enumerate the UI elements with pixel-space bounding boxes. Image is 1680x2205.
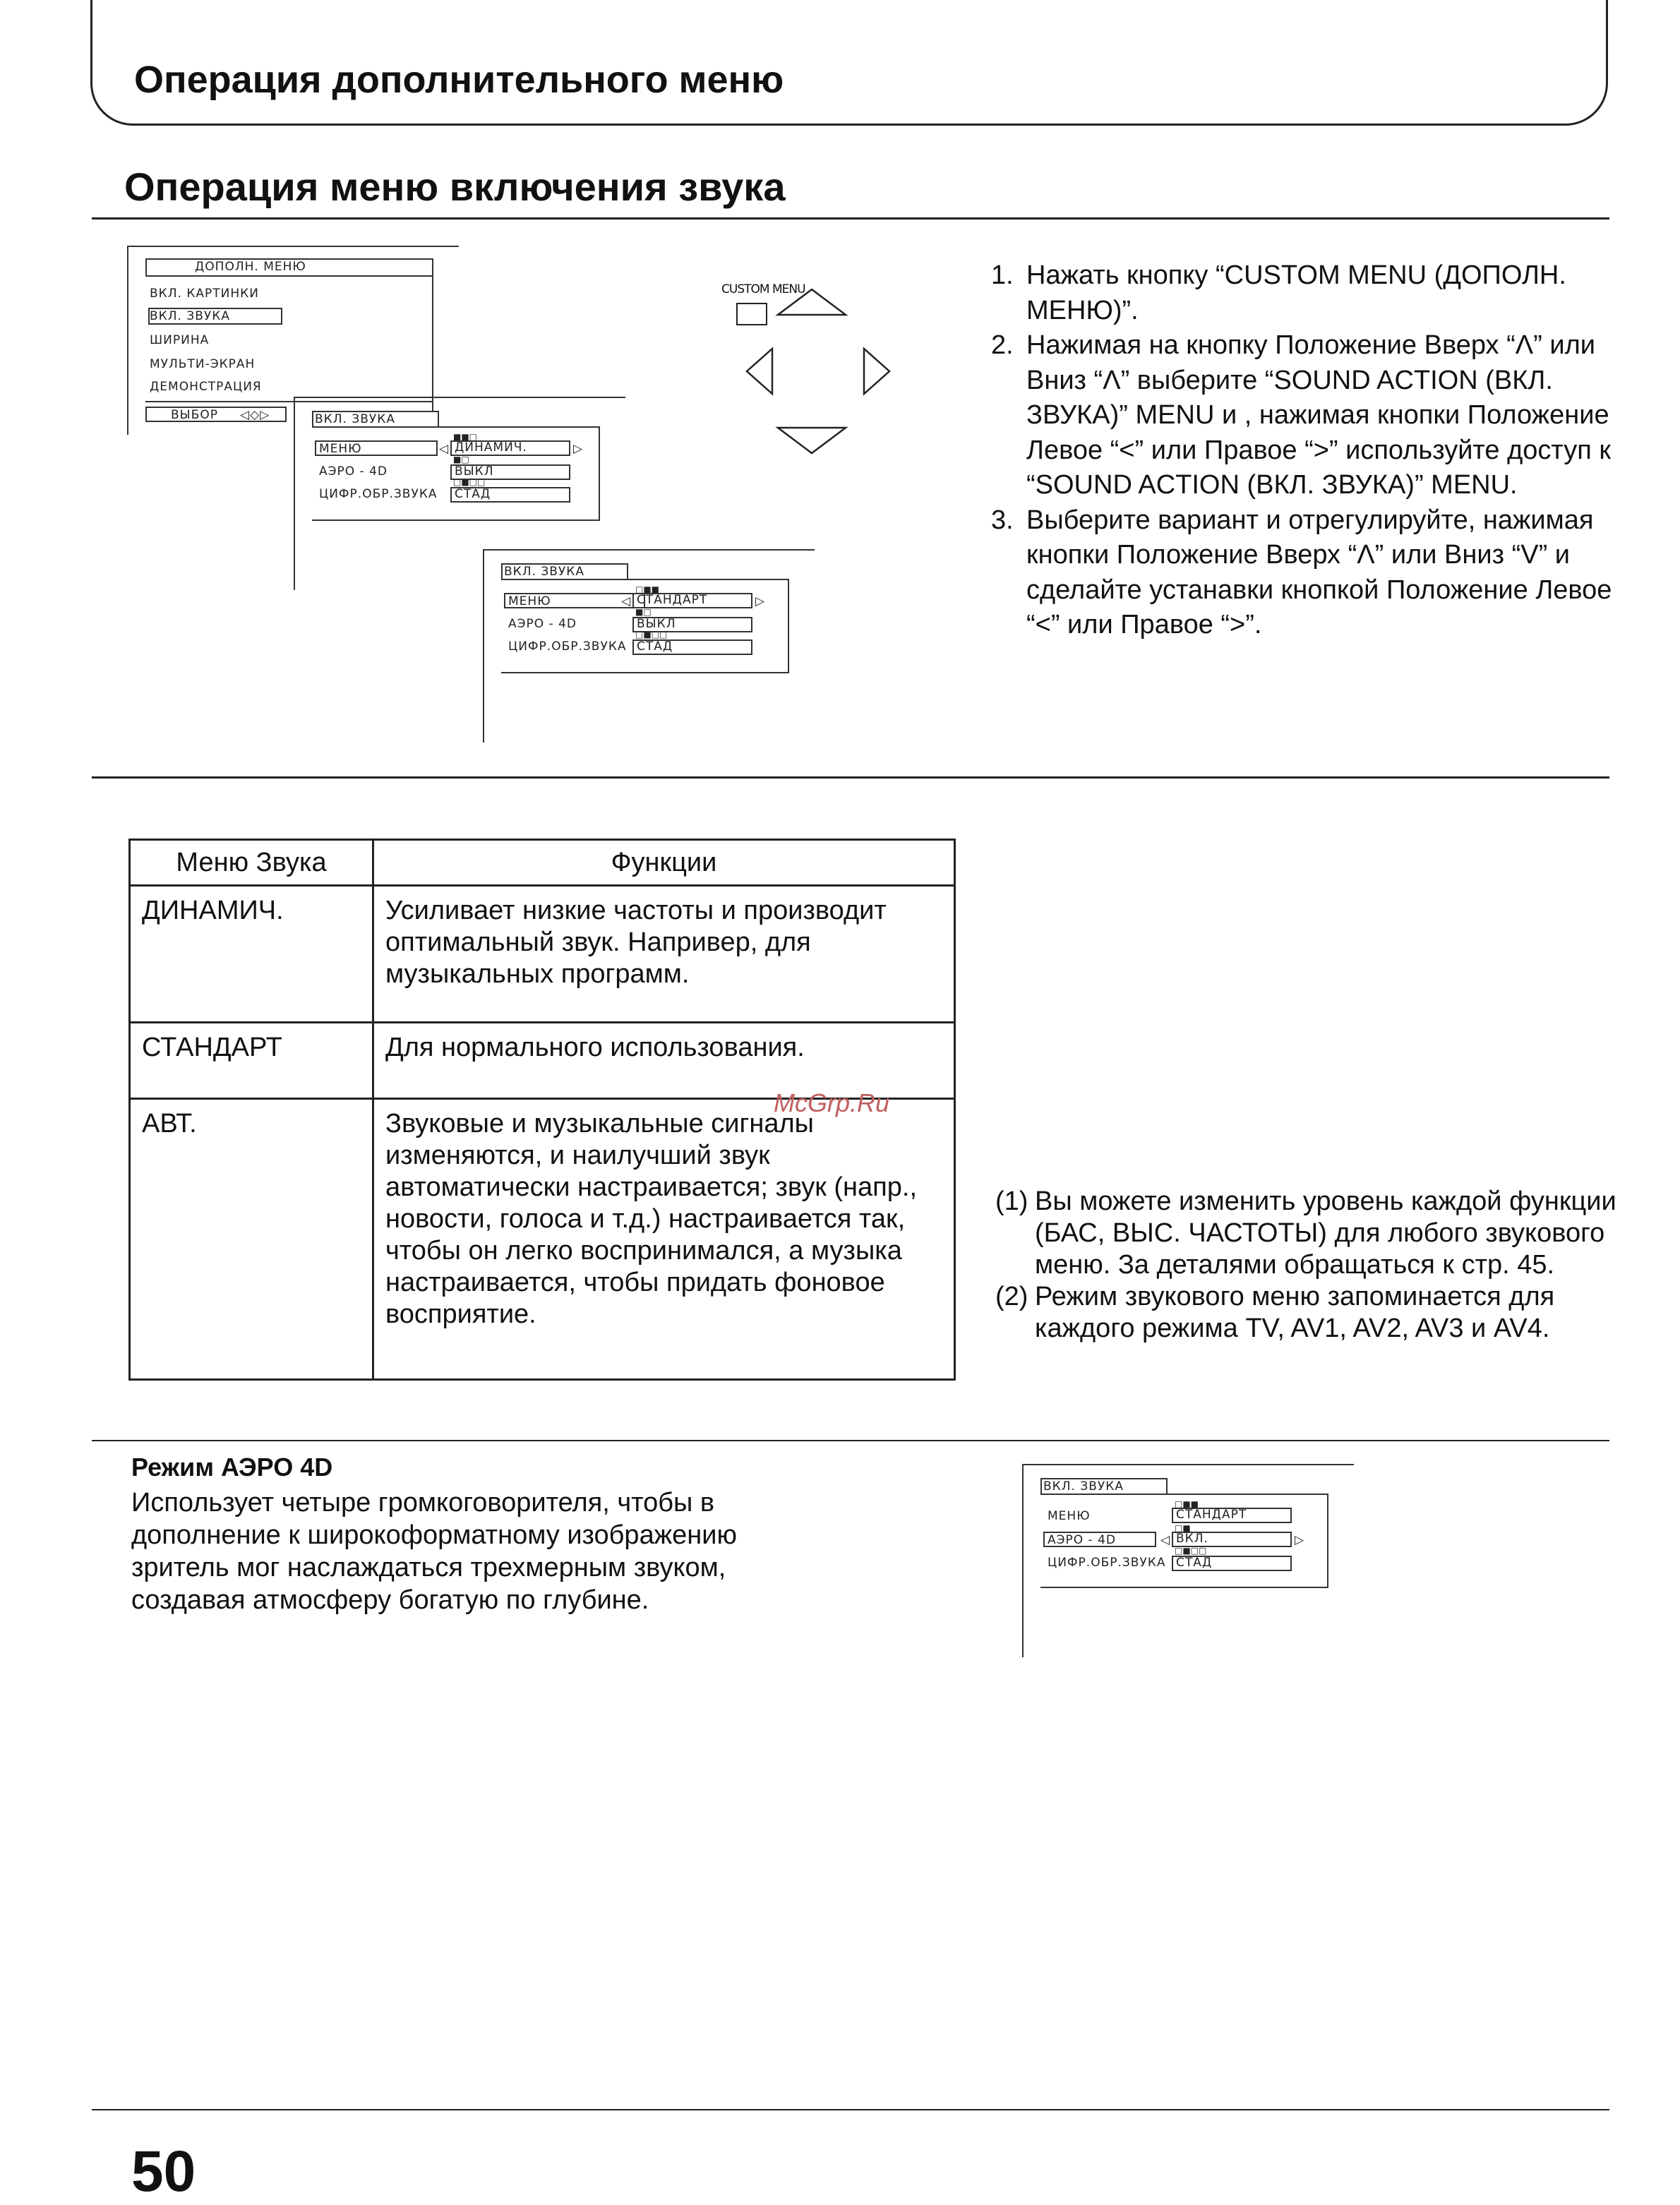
menu-row-label: ЦИФР.ОБР.ЗВУКА — [508, 639, 627, 654]
menu-row-label: МЕНЮ — [1048, 1509, 1091, 1523]
menu-item: ДЕМОНСТРАЦИЯ — [150, 380, 262, 394]
watermark: McGrp.Ru — [774, 1088, 890, 1117]
page-number: 50 — [131, 2139, 196, 2204]
note-text: Вы можете изменить уровень каждой функции (БАС, ВЫС. ЧАСТОТЫ) для любого звукового меню. За деталями обращаться к стр. 45. — [1035, 1186, 1616, 1280]
menu-item: ШИРИНА — [150, 333, 210, 347]
table-cell-menu: ДИНАМИЧ. — [130, 886, 373, 1023]
menu-row-value: СТАД — [1172, 1556, 1292, 1571]
left-arrow-icon — [747, 349, 772, 394]
step-number: 3. — [991, 505, 1014, 535]
menu-row-value: СТАД — [632, 639, 752, 655]
step-text: Нажимая на кнопку Положение Вверх “Λ” или Вниз “Λ” выберите “SOUND ACTION (ВКЛ. ЗВУКА)” MENU и , нажимая кнопки Положение Левое “<” или Правое “>” используйте доступ к “SOUND ACTION (ВКЛ. ЗВУКА)” MENU. — [1026, 330, 1611, 500]
divider-rule — [92, 1440, 1609, 1441]
menu-screen-aero: ВКЛ. ЗВУКА МЕНЮ □■■ СТАНДАРТ АЭРО - 4D □■ ◁ ВКЛ. ▷ ЦИФР.ОБР.ЗВУКА □■□□ СТАД — [1022, 1464, 1361, 1659]
divider-rule — [92, 776, 1609, 779]
step-number: 2. — [991, 330, 1014, 360]
menu-row-value: ВЫКЛ — [632, 617, 752, 632]
table-cell-function: Усиливает низкие частоты и производит оптимальный звук. Напривер, для музыкальных программ. — [373, 886, 955, 1023]
menu-row-label: МЕНЮ — [508, 594, 551, 608]
step-item — [991, 328, 1626, 503]
menu-title: ВКЛ. ЗВУКА — [1043, 1479, 1124, 1494]
menu-title: ВКЛ. ЗВУКА — [504, 565, 584, 579]
section-title: Операция меню включения звука — [124, 164, 786, 209]
aero-mode-description: Использует четыре громкоговорителя, чтобы в дополнение к широкоформатному изображению зритель мог наслаждаться трехмерным звуком, создавая атмосферу богатую по глубине. — [131, 1488, 737, 1615]
table-header-row — [130, 840, 955, 886]
menu-row-label: АЭРО - 4D — [319, 464, 388, 479]
right-arrow-icon — [864, 349, 889, 394]
aero-mode-title: Режим АЭРО 4D — [131, 1453, 333, 1482]
table-row — [130, 886, 955, 1023]
table-cell-menu: АВТ. — [130, 1099, 373, 1380]
note-item — [995, 1281, 1616, 1345]
menu-row-value: ДИНАМИЧ. — [450, 440, 570, 456]
custom-menu-button-icon — [737, 304, 767, 325]
step-item — [991, 503, 1626, 643]
section-rule — [92, 217, 1609, 220]
menu-item: ВКЛ. КАРТИНКИ — [150, 287, 259, 301]
menu-footer: ВЫБОР — [171, 408, 218, 422]
menu-row-value: ВКЛ. — [1172, 1532, 1292, 1547]
menu-row-label: ЦИФР.ОБР.ЗВУКА — [1048, 1556, 1166, 1570]
instruction-steps — [991, 258, 1626, 643]
note-text: Режим звукового меню запоминается для каждого режима TV, AV1, AV2, AV3 и AV4. — [1035, 1282, 1555, 1343]
menu-item-selected: ВКЛ. ЗВУКА — [150, 309, 230, 323]
notes-list — [995, 1186, 1616, 1345]
page-header-title: Операция дополнительного меню — [134, 59, 784, 101]
table-header: Меню Звука — [130, 840, 373, 886]
menu-row-label: АЭРО - 4D — [508, 617, 577, 631]
step-number: 1. — [991, 260, 1014, 290]
table-row — [130, 1023, 955, 1099]
menu-title: ВКЛ. ЗВУКА — [315, 412, 395, 426]
footer-rule — [92, 2109, 1609, 2110]
menu-title: ДОПОЛН. МЕНЮ — [195, 260, 306, 274]
updown-icon: ◁◇▷ — [240, 408, 270, 422]
down-arrow-icon — [778, 428, 846, 453]
note-number: (2) — [995, 1282, 1028, 1311]
step-text: Нажать кнопку “CUSTOM MENU (ДОПОЛН. МЕНЮ)”. — [1026, 260, 1566, 325]
remote-arrow-pad — [713, 268, 925, 480]
table-cell-menu: СТАНДАРТ — [130, 1023, 373, 1099]
menu-row-label: ЦИФР.ОБР.ЗВУКА — [319, 487, 438, 501]
table-row — [130, 1099, 955, 1380]
table-cell-function: Для нормального использования. — [373, 1023, 955, 1099]
note-item — [995, 1186, 1616, 1281]
menu-screen-sound-standard: ВКЛ. ЗВУКА МЕНЮ □■■ ◁ СТАНДАРТ ▷ АЭРО - 4D ■□ ВЫКЛ ЦИФР.ОБР.ЗВУКА □■□□ СТАД — [483, 549, 822, 744]
menu-row-value: СТАД — [450, 487, 570, 503]
step-text: Выберите вариант и отрегулируйте, нажимая кнопки Положение Вверх “Λ” или Вниз “V” и сделайте устанавки кнопкой Положение Левое “<” или Правое “>”. — [1026, 505, 1612, 639]
menu-row-label: МЕНЮ — [319, 442, 362, 456]
menu-row-value: СТАНДАРТ — [1172, 1508, 1292, 1523]
table-header: Функции — [373, 840, 955, 886]
menu-item: МУЛЬТИ-ЭКРАН — [150, 357, 256, 371]
step-item — [991, 258, 1626, 328]
table-cell-function: Звуковые и музыкальные сигналы изменяются, и наилучший звук автоматически настраивается; звук (напр., новости, голоса и т.д.) настраивается так, чтобы он легко воспринимался, а музыка настраивается, чтобы придать фоновое восприятие. — [373, 1099, 955, 1380]
menu-row-value: ВЫКЛ — [450, 464, 570, 480]
custom-menu-label: CUSTOM MENU — [721, 282, 805, 296]
note-number: (1) — [995, 1186, 1028, 1216]
menu-screen-sound-dynamic: ВКЛ. ЗВУКА МЕНЮ ■■□ ◁ ДИНАМИЧ. ▷ АЭРО - 4D ■□ ВЫКЛ ЦИФР.ОБР.ЗВУКА □■□□ СТАД — [294, 397, 632, 591]
menu-row-label: АЭРО - 4D — [1048, 1533, 1116, 1547]
menu-row-value: СТАНДАРТ — [632, 593, 752, 608]
